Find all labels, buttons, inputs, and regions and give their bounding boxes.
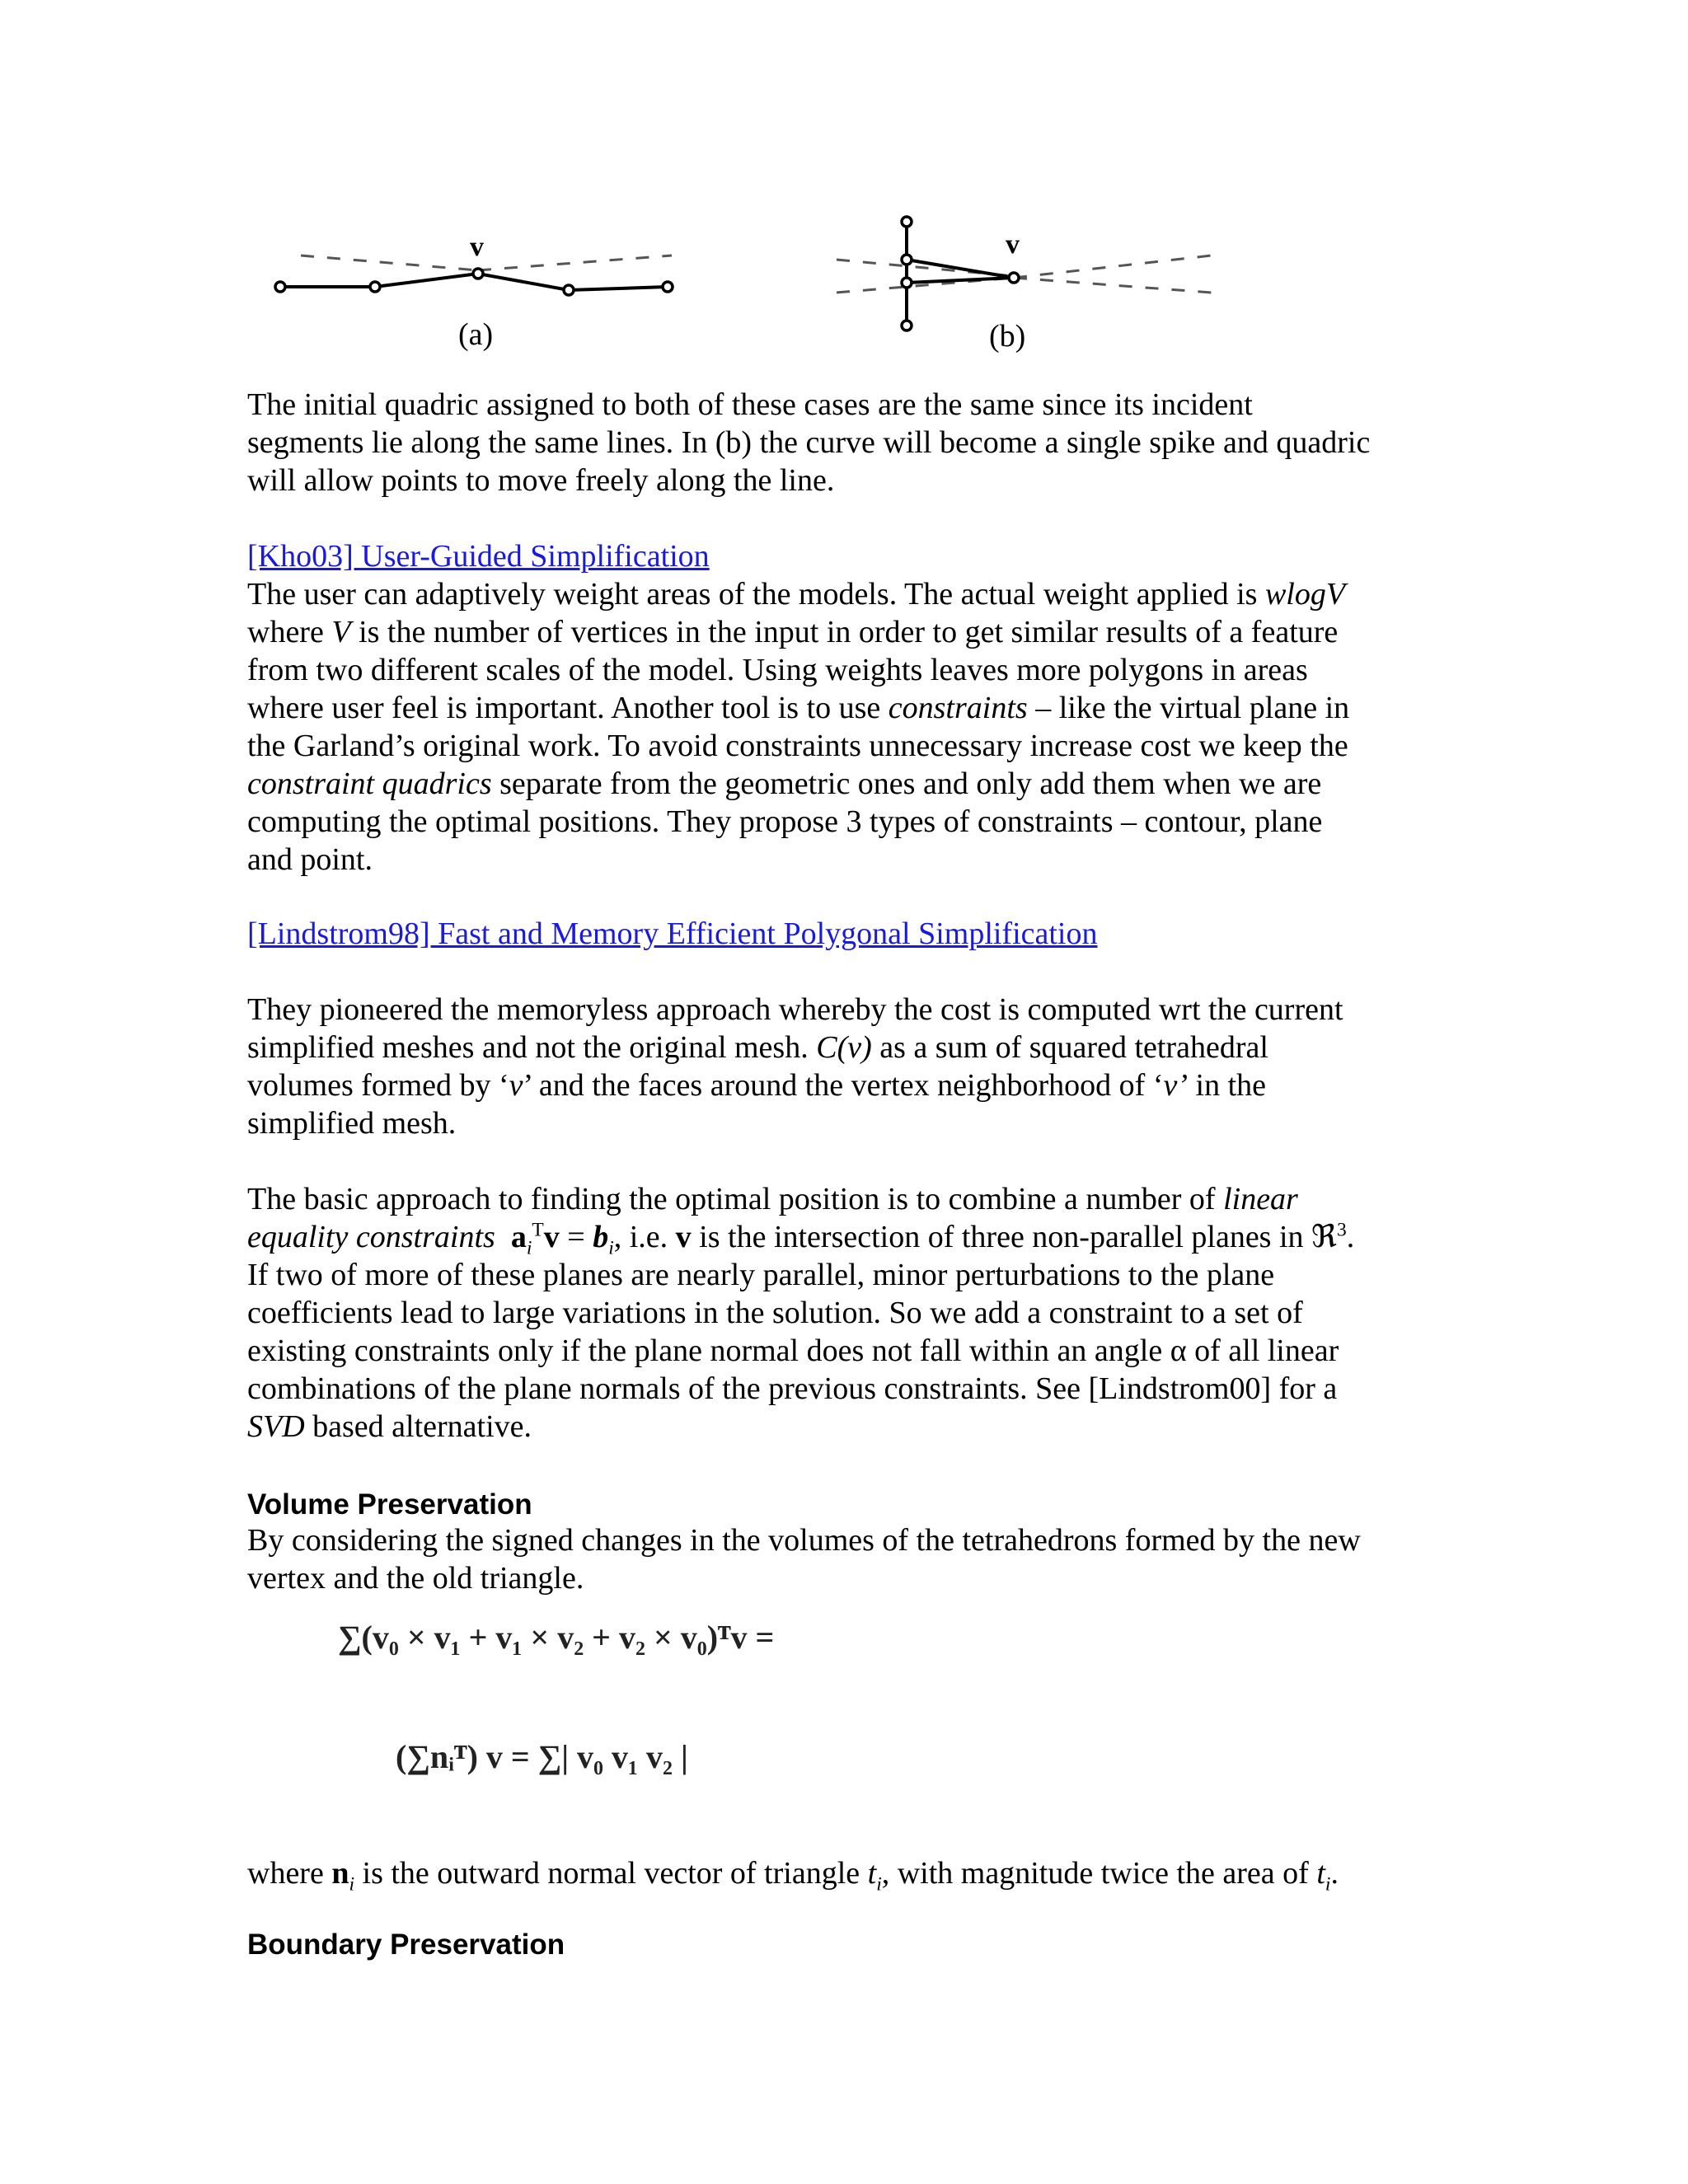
lindstrom98-link[interactable]: [Lindstrom98] Fast and Memory Efficient Polygonal Simplification	[247, 916, 1098, 951]
boundary-preservation-heading: Boundary Preservation	[247, 1929, 565, 1961]
text-line: The basic approach to finding the optimal position is to combine a number of linear	[247, 1182, 1298, 1216]
equation-line-2: (∑nᵢᵀ) v = ∑| v₀ v₁ v₂ |	[396, 1738, 688, 1775]
text-line: simplified mesh.	[247, 1106, 457, 1141]
equation-line-1: ∑(v₀ × v₁ + v₁ × v₂ + v₂ × v₀)ᵀv =	[338, 1619, 775, 1656]
text-line: and point.	[247, 842, 373, 877]
kho03-section	[247, 537, 1451, 879]
lindstrom-paragraph-2	[247, 1180, 1451, 1446]
text-line: By considering the signed changes in the volumes of the tetrahedrons formed by the new	[247, 1523, 1361, 1558]
text-line: If two of more of these planes are nearly parallel, minor perturbations to the plane	[247, 1258, 1275, 1292]
volume-equation	[330, 1607, 923, 1813]
figure-b-curve	[907, 220, 1014, 326]
figure-b-points	[902, 217, 1019, 330]
text-line: combinations of the plane normals of the previous constraints. See [Lindstrom00] for a	[247, 1371, 1338, 1406]
figure-a-caption: (a)	[458, 317, 494, 352]
text-line: constraint quadrics separate from the geometric ones and only add them when we are	[247, 766, 1322, 801]
figure-b-caption: (b)	[989, 319, 1026, 354]
figure-a-points	[275, 269, 673, 295]
text-line: coefficients lead to large variations in the solution. So we add a constraint to a set of	[247, 1296, 1303, 1330]
intro-paragraph	[247, 386, 1451, 499]
text-line: The user can adaptively weight areas of the models. The actual weight applied is wlogV	[247, 577, 1346, 612]
kho03-link[interactable]: [Kho03] User-Guided Simplification	[247, 539, 710, 574]
figure-a-dashed-line	[301, 255, 672, 270]
figure-b-vertex-label: v	[1006, 229, 1020, 260]
text-line: volumes formed by ‘v’ and the faces around the vertex neighborhood of ‘v’ in the	[247, 1068, 1266, 1103]
lindstrom98-heading	[247, 915, 1451, 953]
text-line: vertex and the old triangle.	[247, 1561, 584, 1596]
text-line: They pioneered the memoryless approach whereby the cost is computed wrt the current	[247, 992, 1343, 1027]
text-line: equality constraints $a_i^Tv = b_i$, i.e. v is the intersection of three non-parallel planes in ℜ$^3$.	[247, 1219, 1355, 1259]
text-line: computing the optimal positions. They propose 3 types of constraints – contour, plane	[247, 804, 1323, 839]
figure-b	[824, 210, 1220, 367]
volume-paragraph	[247, 1521, 1451, 1597]
text-line: the Garland’s original work. To avoid constraints unnecessary increase cost we keep the	[247, 729, 1348, 763]
text-line: segments lie along the same lines. In (b) the curve will become a single spike and quadric	[247, 425, 1371, 460]
text-line: The initial quadric assigned to both of these cases are the same since its incident	[247, 387, 1253, 422]
figure-a-vertex-label: v	[470, 232, 484, 262]
volume-preservation-heading: Volume Preservation	[247, 1488, 532, 1521]
where-sentence: where $n_i$ is the outward normal vector of triangle $t_i$, with magnitude twice the area of $t_i$.	[247, 1856, 1339, 1896]
figure-a	[264, 223, 692, 363]
text-line: existing constraints only if the plane normal does not fall within an angle α of all linear	[247, 1333, 1339, 1368]
text-line: SVD based alternative.	[247, 1409, 532, 1444]
figure-b-dashed-line	[837, 255, 1212, 293]
text-line: will allow points to move freely along the line.	[247, 463, 835, 498]
text-line: where V is the number of vertices in the input in order to get similar results of a feature	[247, 615, 1339, 649]
text-line: where user feel is important. Another tool is to use constraints – like the virtual plane in	[247, 691, 1350, 725]
text-line: simplified meshes and not the original mesh. C(v) as a sum of squared tetrahedral	[247, 1030, 1268, 1065]
lindstrom-paragraph-1	[247, 991, 1451, 1142]
text-line: from two different scales of the model. Using weights leaves more polygons in areas	[247, 653, 1308, 687]
